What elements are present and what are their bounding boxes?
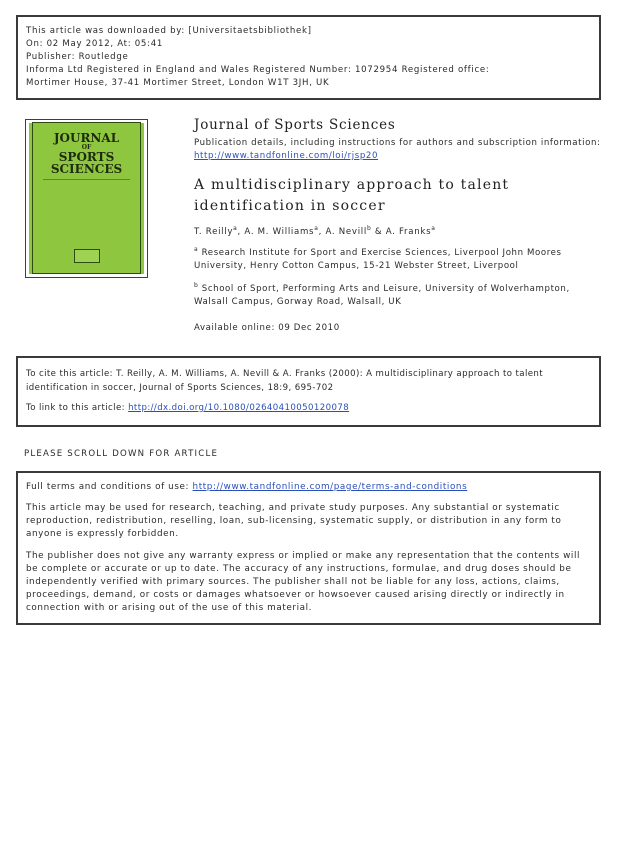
doi-label: To link to this article: [26,403,129,413]
author-list [194,225,604,237]
author-affiliation-mark: a [431,225,436,232]
author-affiliation-mark: b [366,225,372,232]
download-info-line: Publisher: Routledge [26,52,129,62]
terms-line [26,481,589,494]
publisher-logo-icon [74,249,100,263]
author-name: A. Franks [385,227,432,237]
cover-title-line: SCIENCES [50,162,123,176]
article-title: A multidisciplinary approach to talent identification in soccer [194,177,510,214]
download-info-line: Informa Ltd Registered in England and Wales Registered Number: 1072954 Registered office: [26,65,490,75]
author-separator: , [318,227,326,237]
journal-cover-image [25,119,148,278]
cover-title-line: OF [81,144,92,151]
terms-box [16,471,601,625]
author-name: T. Reilly [194,227,234,237]
citation-text: To cite this article: T. Reilly, A. M. Williams, A. Nevill & A. Franks (2000): A multidisciplinary approach to talent identification in soccer, Journal of Sports Sciences, 18:9, 695-702 [26,369,544,393]
author-separator: & [371,227,386,237]
journal-url-link[interactable]: http://www.tandfonline.com/loi/rjsp20 [194,151,379,161]
terms-link[interactable]: http://www.tandfonline.com/page/terms-and-conditions [192,482,468,492]
terms-label: Full terms and conditions of use: [26,482,193,492]
journal-title: Journal of Sports Sciences [194,117,396,133]
cover-title-line: SPORTS [58,150,115,164]
publication-details [194,137,604,163]
terms-paragraph: This article may be used for research, teaching, and private study purposes. Any substantial or systematic reproduction, redistribution, reselling, loan, sub-licensing, systematic supply, or distribution in any form to anyone is expressly forbidden. [26,503,562,539]
scroll-notice: PLEASE SCROLL DOWN FOR ARTICLE [24,449,219,459]
author-affiliation-mark: a [314,225,319,232]
citation-box [16,356,601,427]
download-info-line: Mortimer House, 37-41 Mortimer Street, London W1T 3JH, UK [26,78,330,88]
affiliation-text: Research Institute for Sport and Exercise Sciences, Liverpool John Moores University, Henry Cotton Campus, 15-21 Webster Street, Liverpool [194,248,562,271]
available-online-date: Available online: 09 Dec 2010 [194,323,340,333]
affiliation [194,279,604,309]
doi-line [26,402,599,415]
cover-divider [43,179,130,180]
terms-paragraph: The publisher does not give any warranty express or implied or make any representation that the contents will be complete or accurate or up to date. The accuracy of any instructions, formulae, and drug doses should be independently verified with primary sources. The publisher shall not be liable for any loss, actions, claims, proceedings, demand, or costs or damages whatsoever or howsoever caused arising directly or indirectly in connection with or arising out of the use of this material. [26,551,581,613]
cover-frame [32,122,141,274]
author-separator: , [237,227,245,237]
author-name: A. M. Williams [244,227,315,237]
download-info-box [16,15,601,100]
article-info [194,117,604,333]
affiliation-text: School of Sport, Performing Arts and Leisure, University of Wolverhampton, Walsall Campus, Gorway Road, Walsall, UK [194,284,570,307]
publication-details-text: Publication details, including instructions for authors and subscription information: [194,138,601,148]
cover-title-line: JOURNAL [53,131,120,145]
author-name: A. Nevill [325,227,367,237]
affiliation-mark: a [194,246,199,253]
download-info-line: This article was downloaded by: [Universitaetsbibliothek] [26,26,312,36]
download-info-line: On: 02 May 2012, At: 05:41 [26,39,164,49]
doi-link[interactable]: http://dx.doi.org/10.1080/02640410050120078 [128,403,350,413]
affiliation-mark: b [194,282,199,289]
affiliation [194,243,604,273]
author-affiliation-mark: a [233,225,238,232]
